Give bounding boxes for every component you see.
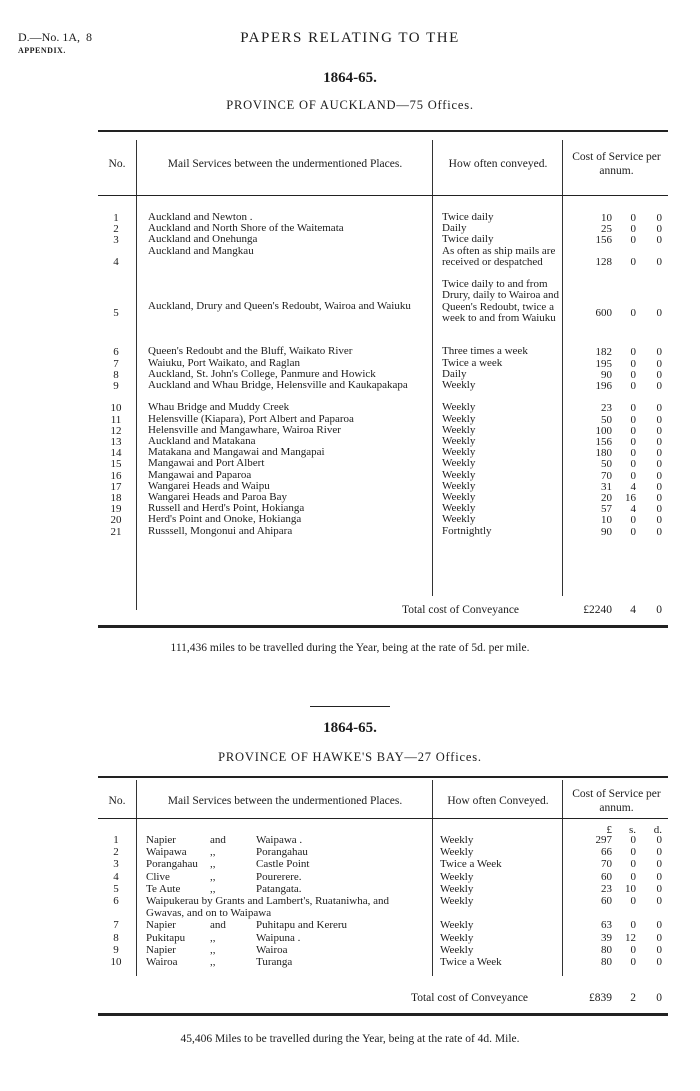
row-cost-pounds: 31 (601, 480, 612, 493)
row-number: 1 (113, 212, 119, 224)
row-services: Waiuku, Port Waikato, and Raglan (148, 356, 300, 369)
row-how-often: Weekly (442, 446, 476, 459)
row-conjunction: ,, (210, 943, 216, 956)
row-how-often: Weekly (442, 502, 476, 515)
row-cost-shillings: 4 (630, 503, 636, 516)
row-how-often: Weekly (440, 919, 474, 932)
row-how-often: Weekly (442, 412, 476, 425)
row-services: Auckland and Onehunga (148, 233, 258, 246)
row-cost-pence: 0 (656, 306, 662, 319)
row-cost-shillings: 0 (630, 436, 636, 448)
row-cost-pence: 0 (656, 357, 662, 370)
row-cost-shillings: 0 (630, 424, 636, 437)
row-cost-pounds: 57 (601, 503, 612, 516)
row-cost-shillings: 0 (630, 834, 636, 846)
row-how-often: Weekly (440, 882, 474, 895)
row-cost-pence: 0 (656, 882, 662, 895)
row-number: 17 (110, 480, 122, 493)
row-how-often: Weekly (442, 513, 476, 526)
appendix-label: APPENDIX. (18, 46, 66, 55)
row-services: Auckland and North Shore of the Waitemata (148, 222, 344, 235)
row-number: 6 (113, 346, 119, 359)
row-destination: Porangahau (256, 846, 308, 859)
row-services: Russsell, Mongonui and Ahipara (148, 524, 293, 537)
row-destination: Castle Point (256, 858, 310, 871)
row-origin: Napier (146, 834, 176, 846)
row-cost-pence: 0 (656, 956, 662, 968)
row-how-often: Weekly (442, 468, 476, 481)
row-how-often: Weekly (442, 435, 476, 447)
row-cost-pounds: 80 (601, 943, 612, 956)
row-cost-pence: 0 (656, 492, 662, 504)
col-header-cost: Cost of Service per annum. (572, 788, 661, 814)
row-conjunction: ,, (210, 846, 216, 859)
row-cost-shillings: 0 (630, 234, 636, 247)
row-destination: Pourerere. (256, 870, 302, 883)
row-how-often: Twice a Week (440, 956, 502, 968)
row-cost-shillings: 4 (630, 480, 636, 493)
row-cost-pence: 0 (656, 480, 662, 493)
row-number: 7 (113, 919, 119, 932)
row-destination: Wairoa (256, 943, 288, 956)
row-conjunction: ,, (210, 931, 216, 944)
row-cost-pounds: 25 (601, 223, 612, 236)
row-services: Queen's Redoubt and the Bluff, Waikato River (148, 345, 353, 358)
hawkes-total-pence: 0 (656, 992, 662, 1004)
row-how-often: Weekly (440, 931, 474, 944)
row-cost-shillings: 0 (630, 956, 636, 968)
row-cost-shillings: 0 (630, 306, 636, 319)
hawkes-year: 1864-65. (323, 720, 377, 736)
row-cost-pence: 0 (656, 436, 662, 448)
row-cost-pounds: 63 (601, 919, 612, 932)
row-services: Auckland and Whau Bridge, Helensville and Kaukapakapa (148, 379, 408, 391)
row-how-often: Weekly (442, 491, 476, 503)
row-services: Auckland, Drury and Queen's Redoubt, Wairoa and Waiuku (148, 300, 411, 313)
row-services: Helensville and Mangawhare, Wairoa River (148, 423, 341, 436)
auckland-province-title: PROVINCE OF AUCKLAND—75 Offices. (226, 98, 474, 112)
row-number: 20 (110, 514, 122, 527)
hawkes-province-title: PROVINCE OF HAWKE'S BAY—27 Offices. (218, 750, 482, 764)
row-cost-shillings: 0 (630, 458, 636, 471)
row-number: 13 (110, 436, 122, 448)
header-rule (98, 195, 668, 196)
row-services: Waipukerau by Grants and Lambert's, Ruataniwha, and Gwavas, and on to Waipawa (146, 895, 390, 919)
row-cost-shillings: 12 (625, 931, 636, 944)
col-header-no: No. (108, 158, 126, 170)
row-number: 14 (110, 447, 122, 460)
row-number: 2 (113, 846, 119, 859)
auckland-total-label: Total cost of Conveyance (402, 604, 520, 616)
hawkes-total-label: Total cost of Conveyance (411, 992, 529, 1004)
auckland-total-pence: 0 (656, 604, 662, 616)
row-cost-pounds: 180 (595, 447, 612, 460)
row-number: 8 (113, 931, 119, 944)
row-cost-pence: 0 (656, 380, 662, 392)
row-origin: Waipawa (146, 846, 187, 859)
row-cost-pence: 0 (656, 256, 662, 269)
row-how-often: Twice daily (442, 211, 494, 223)
row-cost-pounds: 60 (601, 870, 612, 883)
row-cost-pounds: 80 (601, 956, 612, 968)
row-cost-pence: 0 (656, 525, 662, 538)
row-cost-shillings: 0 (630, 469, 636, 482)
row-cost-shillings: 16 (625, 492, 636, 504)
row-origin: Napier (146, 943, 176, 956)
row-services: Helensville (Kiapara), Port Albert and Paparoa (148, 412, 354, 425)
row-origin: Clive (146, 870, 170, 883)
row-origin: Napier (146, 919, 176, 932)
page-title: PAPERS RELATING TO THE (240, 30, 460, 46)
row-origin: Te Aute (146, 882, 181, 895)
row-cost-shillings: 0 (630, 402, 636, 415)
row-number: 12 (110, 424, 122, 437)
row-cost-shillings: 0 (630, 870, 636, 883)
row-number: 15 (110, 458, 122, 471)
row-conjunction: and (210, 919, 226, 932)
hawkes-total-shillings: 2 (630, 992, 636, 1004)
row-how-often: Twice daily (442, 233, 494, 246)
row-destination: Puhitapu and Kereru (256, 919, 348, 932)
row-origin: Porangahau (146, 858, 198, 871)
row-cost-pounds: 66 (601, 846, 612, 859)
row-cost-pounds: 50 (601, 458, 612, 471)
row-cost-pounds: 23 (601, 402, 612, 415)
row-cost-pounds: 128 (595, 256, 612, 269)
row-cost-shillings: 0 (630, 357, 636, 370)
col-divider (562, 140, 563, 596)
row-how-often: Weekly (440, 943, 474, 956)
row-how-often: Weekly (442, 379, 476, 391)
auckland-year: 1864-65. (323, 70, 377, 86)
row-how-often: Weekly (442, 401, 476, 414)
row-destination: Turanga (256, 956, 293, 968)
row-conjunction: ,, (210, 882, 216, 895)
auckland-mileage-note: 111,436 miles to be travelled during the Year, being at the rate of 5d. per mile. (170, 642, 530, 654)
row-how-often: Weekly (440, 834, 474, 846)
row-how-often: Weekly (440, 870, 474, 883)
row-conjunction: ,, (210, 870, 216, 883)
row-cost-pounds: 600 (595, 306, 612, 319)
row-services: Herd's Point and Onoke, Hokianga (148, 513, 302, 526)
section-divider (310, 706, 390, 707)
row-conjunction: ,, (210, 956, 216, 968)
row-number: 16 (110, 469, 122, 482)
row-services: Auckland and Mangkau (148, 244, 254, 257)
row-cost-shillings: 0 (630, 368, 636, 381)
row-cost-pence: 0 (656, 424, 662, 437)
row-cost-pence: 0 (656, 469, 662, 482)
row-cost-pence: 0 (656, 368, 662, 381)
row-number: 7 (113, 357, 119, 370)
col-header-how: How often conveyed. (448, 158, 548, 170)
unit-shillings: s. (628, 824, 636, 836)
row-services: Mangawai and Port Albert (148, 457, 265, 470)
col-header-how: How often Conveyed. (447, 795, 549, 807)
row-how-often: Three times a week (442, 345, 528, 358)
row-cost-shillings: 0 (630, 895, 636, 907)
row-number: 6 (113, 895, 119, 907)
row-cost-shillings: 0 (630, 447, 636, 460)
row-services: Mangawai and Paparoa (148, 468, 252, 481)
row-cost-pounds: 156 (595, 436, 612, 448)
row-cost-shillings: 0 (630, 846, 636, 859)
table-top-rule (98, 130, 668, 132)
row-number: 21 (110, 525, 122, 538)
row-services: Russell and Herd's Point, Hokianga (148, 502, 305, 515)
row-cost-pence: 0 (656, 870, 662, 883)
row-number: 1 (113, 834, 119, 846)
row-cost-pence: 0 (656, 234, 662, 247)
row-cost-shillings: 0 (630, 413, 636, 426)
col-header-services: Mail Services between the undermentioned Places. (167, 158, 403, 170)
row-number: 18 (110, 492, 122, 504)
row-cost-shillings: 0 (630, 858, 636, 871)
row-number: 3 (113, 858, 119, 871)
row-how-often: Fortnightly (442, 524, 492, 537)
row-cost-shillings: 0 (630, 212, 636, 224)
row-cost-pounds: 60 (601, 895, 612, 907)
row-how-often: Daily (442, 367, 467, 380)
col-header-cost: Cost of Service per annum. (572, 151, 661, 177)
row-conjunction: ,, (210, 858, 216, 871)
row-cost-pounds: 70 (601, 469, 612, 482)
row-how-often: Twice a week (442, 356, 503, 369)
row-number: 3 (113, 234, 119, 247)
row-origin: Pukitapu (146, 931, 186, 944)
row-services: Auckland, St. John's College, Panmure and Howick (148, 367, 376, 380)
row-cost-pence: 0 (656, 919, 662, 932)
col-divider (562, 780, 563, 976)
col-header-services: Mail Services between the undermentioned Places. (167, 795, 403, 807)
row-how-often: Weekly (442, 457, 476, 470)
row-conjunction: and (210, 834, 226, 846)
row-origin: Wairoa (146, 956, 178, 968)
row-how-often: Twice daily to and from Drury, daily to Wairoa and Queen's Redoubt, twice a week to and from Waiuku (442, 278, 560, 324)
row-services: Auckland and Matakana (148, 435, 256, 447)
row-cost-pence: 0 (656, 895, 662, 907)
row-services: Matakana and Mangawai and Mangapai (148, 446, 325, 459)
header-rule (98, 818, 668, 819)
row-services: Auckland and Newton . (148, 211, 253, 223)
row-cost-pence: 0 (656, 413, 662, 426)
row-cost-pounds: 10 (601, 212, 612, 224)
row-cost-pence: 0 (656, 834, 662, 846)
row-how-often: Weekly (442, 479, 476, 492)
table-bottom-rule (98, 1013, 668, 1016)
row-cost-pounds: 10 (601, 514, 612, 527)
row-cost-pounds: 156 (595, 234, 612, 247)
row-cost-pounds: 297 (595, 834, 612, 846)
row-how-often: Twice a Week (440, 858, 502, 871)
row-destination: Waipawa . (256, 834, 303, 846)
col-divider (432, 780, 433, 976)
row-how-often: As often as ship mails are received or despatched (442, 244, 556, 268)
row-cost-pence: 0 (656, 943, 662, 956)
row-cost-pence: 0 (656, 931, 662, 944)
row-number: 9 (113, 380, 119, 392)
row-services: Wangarei Heads and Paroa Bay (148, 491, 288, 503)
col-divider (136, 780, 137, 976)
row-how-often: Weekly (442, 423, 476, 436)
table-top-rule (98, 776, 668, 778)
row-services: Whau Bridge and Muddy Creek (148, 401, 290, 414)
row-number: 4 (113, 256, 119, 269)
row-cost-pence: 0 (656, 223, 662, 236)
row-cost-pence: 0 (656, 858, 662, 871)
row-how-often: Daily (442, 222, 467, 235)
row-number: 10 (110, 956, 122, 968)
row-cost-shillings: 10 (625, 882, 636, 895)
unit-pence: d. (653, 824, 662, 836)
hawkes-total-pounds: £839 (589, 992, 612, 1004)
row-how-often: Weekly (440, 846, 474, 859)
row-number: 9 (113, 943, 119, 956)
row-cost-pounds: 90 (601, 525, 612, 538)
col-header-no: No. (108, 795, 126, 807)
row-cost-pence: 0 (656, 846, 662, 859)
row-cost-pence: 0 (656, 503, 662, 516)
row-number: 11 (110, 413, 122, 426)
row-number: 5 (113, 882, 119, 895)
row-cost-pounds: 20 (601, 492, 612, 504)
row-number: 5 (113, 306, 119, 319)
row-services: Wangarei Heads and Waipu (148, 479, 270, 492)
row-cost-pence: 0 (656, 458, 662, 471)
row-cost-pounds: 100 (595, 424, 612, 437)
row-cost-pence: 0 (656, 346, 662, 359)
row-how-often: Weekly (440, 895, 474, 907)
row-cost-shillings: 0 (630, 943, 636, 956)
row-number: 2 (113, 223, 119, 236)
row-cost-pounds: 195 (595, 357, 612, 370)
row-cost-pence: 0 (656, 402, 662, 415)
page-number: 8 (86, 30, 92, 44)
col-divider (136, 140, 137, 610)
row-destination: Waipuna . (256, 931, 301, 944)
row-number: 19 (110, 503, 122, 516)
row-cost-pence: 0 (656, 514, 662, 527)
row-cost-shillings: 0 (630, 256, 636, 269)
auckland-total-pounds: £2240 (583, 604, 612, 616)
row-cost-shillings: 0 (630, 525, 636, 538)
doc-ref: D.—No. 1A, (18, 30, 80, 44)
row-cost-shillings: 0 (630, 380, 636, 392)
row-cost-pounds: 50 (601, 413, 612, 426)
row-cost-pounds: 70 (601, 858, 612, 871)
row-cost-pence: 0 (656, 212, 662, 224)
row-cost-pounds: 90 (601, 368, 612, 381)
row-cost-pounds: 196 (595, 380, 612, 392)
row-cost-shillings: 0 (630, 919, 636, 932)
row-cost-shillings: 0 (630, 223, 636, 236)
row-cost-pounds: 23 (601, 882, 612, 895)
hawkes-mileage-note: 45,406 Miles to be travelled during the Year, being at the rate of 4d. Mile. (180, 1033, 520, 1045)
row-cost-shillings: 0 (630, 514, 636, 527)
row-destination: Patangata. (256, 882, 302, 895)
col-divider (432, 140, 433, 596)
row-cost-pounds: 39 (601, 931, 612, 944)
row-cost-shillings: 0 (630, 346, 636, 359)
row-number: 8 (113, 368, 119, 381)
row-cost-pence: 0 (656, 447, 662, 460)
table-bottom-rule (98, 625, 668, 628)
unit-pounds: £ (606, 824, 612, 836)
row-number: 4 (113, 870, 119, 883)
row-number: 10 (110, 402, 122, 415)
row-cost-pounds: 182 (595, 346, 612, 359)
auckland-total-shillings: 4 (630, 604, 636, 616)
